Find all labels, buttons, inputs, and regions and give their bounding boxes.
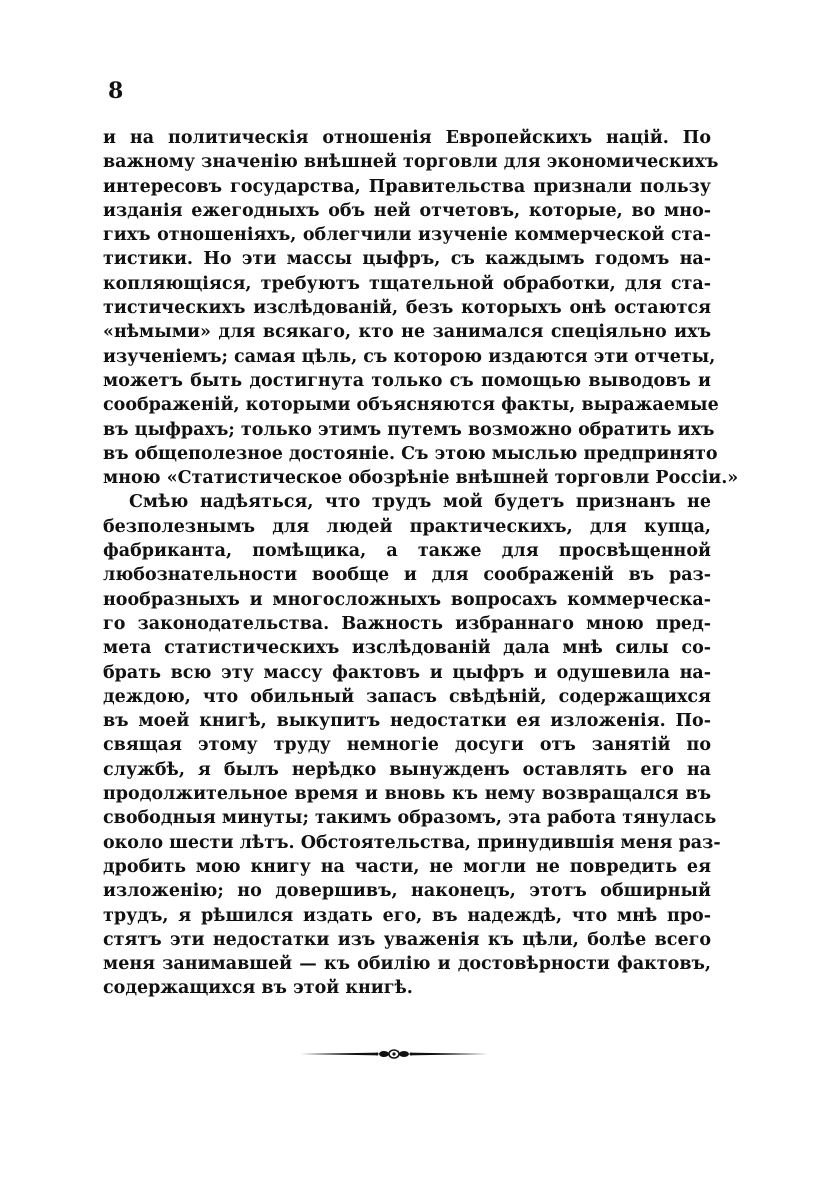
text-line: соображеній, которыми объясняются факты, выражаемые <box>103 395 719 416</box>
ornament-divider <box>300 1046 488 1062</box>
text-line: нообразныхъ и многосложныхъ вопросахъ коммерческа- <box>103 589 711 610</box>
text-line: мною «Статистическое обозрѣніе внѣшней торговли Россіи.» <box>103 468 739 489</box>
text-line: стятъ эти недостатки изъ уваженія къ цѣли, болѣе всего <box>103 929 711 950</box>
text-line: около шести лѣтъ. Обстоятельства, принудившія меня раз- <box>103 832 721 853</box>
text-line: изданія ежегодныхъ объ ней отчетовъ, которые, во мно- <box>103 200 711 221</box>
text-line: безполезнымъ для людей практическихъ, для купца, <box>103 516 711 537</box>
text-line: тистическихъ изслѣдованій, безъ которыхъ онѣ остаются <box>103 298 711 319</box>
text-line: тистики. Но эти массы цыфръ, съ каждымъ годомъ на- <box>103 249 711 270</box>
text-line: важному значенію внѣшней торговли для экономическихъ <box>103 152 719 173</box>
text-line: «нѣмыми» для всякаго, кто не занимался спеціяльно ихъ <box>103 322 711 343</box>
text-line: гихъ отношеніяхъ, облегчили изученіе коммерческой ста- <box>103 225 711 246</box>
page-number: 8 <box>108 78 124 104</box>
text-line: и на политическія отношенія Европейскихъ націй. По <box>103 128 711 148</box>
text-line: любознательности вообще и для соображеній въ раз- <box>103 565 711 586</box>
text-line: продолжительное время и вновь къ нему возвращался въ <box>103 784 711 805</box>
text-line: фабриканта, помѣщика, а также для просвѣщенной <box>103 541 711 562</box>
text-line: Смѣю надѣяться, что трудъ мой будетъ признанъ не <box>129 492 711 513</box>
text-line: изученіемъ; самая цѣль, съ которою издаются эти отчеты, <box>103 346 716 367</box>
text-line: го законодательства. Важность избраннаго мною пред- <box>103 613 711 634</box>
text-line: меня занимавшей — къ обилію и достовѣрности фактовъ, <box>103 954 711 975</box>
text-line: въ общеполезное достояніе. Съ этою мыслью предпринято <box>103 443 718 464</box>
text-line: дробить мою книгу на части, не могли не повредить ея <box>103 856 711 877</box>
text-line: можетъ быть достигнута только съ помощью выводовъ и <box>103 370 711 391</box>
text-line: содержащихся въ этой книгѣ. <box>103 978 413 999</box>
text-line: мета статистическихъ изслѣдованій дала мнѣ силы со- <box>103 638 711 659</box>
text-line: въ моей книгѣ, выкупитъ недостатки ея изложенія. По- <box>103 711 711 732</box>
text-line: въ цыфрахъ; только этимъ путемъ возможно обратить ихъ <box>103 419 715 440</box>
text-line: службѣ, я былъ нерѣдко вынужденъ оставлять его на <box>103 759 711 780</box>
text-line: копляющіяся, требуютъ тщательной обработки, для ста- <box>103 273 711 294</box>
text-line: трудъ, я рѣшился издать его, въ надеждѣ, что мнѣ про- <box>103 905 711 926</box>
text-line: интересовъ государства, Правительства признали пользу <box>103 176 711 197</box>
text-line: брать всю эту массу фактовъ и цыфръ и одушевила на- <box>103 662 711 683</box>
text-line: свящая этому труду немногіе досуги отъ занятій по <box>103 735 711 756</box>
text-line: деждою, что обильный запасъ свѣдѣній, содержащихся <box>103 686 711 707</box>
text-line: свободныя минуты; такимъ образомъ, эта работа тянулась <box>103 808 717 829</box>
body-text <box>103 126 739 1001</box>
text-line: изложенію; но довершивъ, наконецъ, этотъ обширный <box>103 881 711 902</box>
